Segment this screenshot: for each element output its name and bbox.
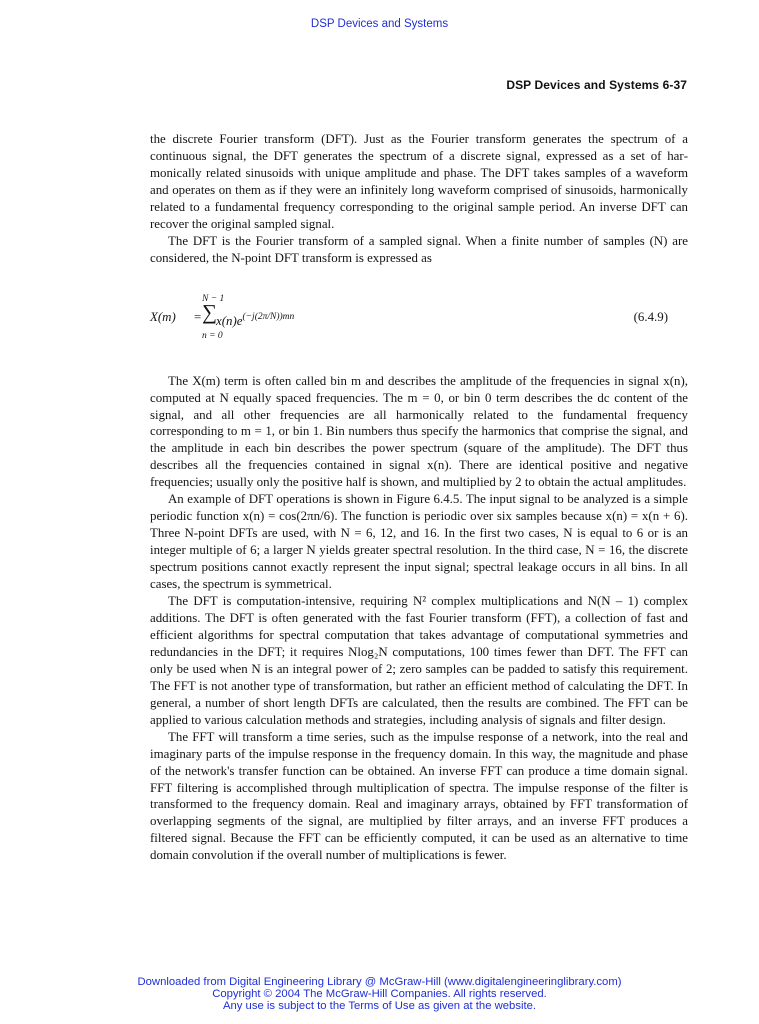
equation-6-4-9 [150,291,688,351]
paragraph-5: The DFT is computation-intensive, requiring N² complex multiplications and N(N – 1) complex additions. The DFT is often generated with the fast Fourier transform (FFT), a collection of fast and efficient algorithms for spectral computation that takes advantage of computational symmetries and redundancies in the DFT; it requires Nlog₂N computations, 100 times fewer than DFT. The FFT can only be used when N is an integral power of 2; zero samples can be padded to satisfy this requirement. The FFT is not another type of transformation, but rather an efficient method of calculating the DFT. In general, a number of short length DFTs are calculated, then the results are combined. The FFT can be applied to various calculation methods and strategies, including analysis of signals and filter design. [150,594,688,727]
footer [0,976,759,1012]
top-banner: DSP Devices and Systems [310,18,449,30]
equation-term [216,309,294,330]
paragraph-2: The DFT is the Fourier transform of a sampled signal. When a finite number of samples (N) are considered, the N-point DFT transform is expressed as [150,233,688,265]
equation-equals: = [194,309,202,324]
footer-terms-line[interactable]: Any use is subject to the Terms of Use as given at the website. [222,1000,537,1013]
body-text [150,131,688,864]
sum-upper-limit: N − 1 [202,293,225,304]
paragraph-1: the discrete Fourier transform (DFT). Just as the Fourier transform generates the spectrum of a continuous signal, the DFT generates the spectrum of a discrete signal, expressed as a set of harmonically related sinusoids with unique amplitude and phase. The DFT takes samples of a waveform and operates on them as if they were an infinitely long waveform comprised of sinusoids, harmonically related to a fundamental frequency corresponding to the original sample period. An inverse DFT can recover the original sampled signal. [150,132,688,231]
summation-symbol: ∑ [202,299,217,324]
paragraph-3: The X(m) term is often called bin m and describes the amplitude of the frequencies in signal x(n), computed at N equally spaced frequencies. The m = 0, or bin 0 term describes the dc content of the signal, and all other frequencies are all harmonically related to the fundamental frequency corresponding to m = 1, or bin 1. Bin numbers thus specify the harmonics that comprise the signal, and the amplitude in each bin describes the power spectrum (square of the amplitude). The DFT thus describes all the frequencies contained in signal x(n). There are identical positive and negative frequencies; usually only the positive half is shown, and multiplied by 2 to obtain the actual amplitudes. [150,373,688,490]
sum-lower-limit: n = 0 [202,330,223,341]
footer-copyright-line: Copyright © 2004 The McGraw-Hill Companies. All rights reserved. [212,988,547,1001]
equation-number: (6.4.9) [633,309,668,324]
paragraph-6: The FFT will transform a time series, such as the impulse response of a network, into the real and imaginary parts of the impulse response in the frequency domain. In this way, the magnitude and phase of the network's transfer function can be obtained. An inverse FFT can produce a time domain signal. FFT filtering is accomplished through multiplication of spectra. The impulse response of the filter is transformed to the frequency domain. Real and imaginary arrays, obtained by FFT transformation of overlapping segments of the signal, are multiplied by filter arrays, and an inverse FFT produces a filtered signal. Because the FFT can be efficiently computed, it can be used as an alternative to time domain convolution if the overall number of multiplications is fewer. [150,729,688,863]
footer-download-line[interactable]: Downloaded from Digital Engineering Library @ McGraw-Hill (www.digitalengineeringlibrary.com) [137,976,622,988]
equation-term-base: x(n)e [216,313,243,328]
running-head: DSP Devices and Systems 6-37 [506,78,687,92]
equation-exponent: (−j(2π/N))mn [242,311,295,322]
equation-lhs: X(m) [150,309,176,324]
paragraph-4: An example of DFT operations is shown in Figure 6.4.5. The input signal to be analyzed is a simple periodic function x(n) = cos(2πn/6). The function is periodic over six samples because x(n) = x(n + 6). Three N-point DFTs are used, with N = 6, 12, and 16. In the first two cases, N is equal to 6 or is an integer multiple of 6; a larger N yields greater spectral resolution. In the third case, N = 16, the discrete spectrum positions cannot exactly represent the input signal; spectral leakage occurs in all bins. In all cases, the spectrum is symmetrical. [150,492,688,592]
